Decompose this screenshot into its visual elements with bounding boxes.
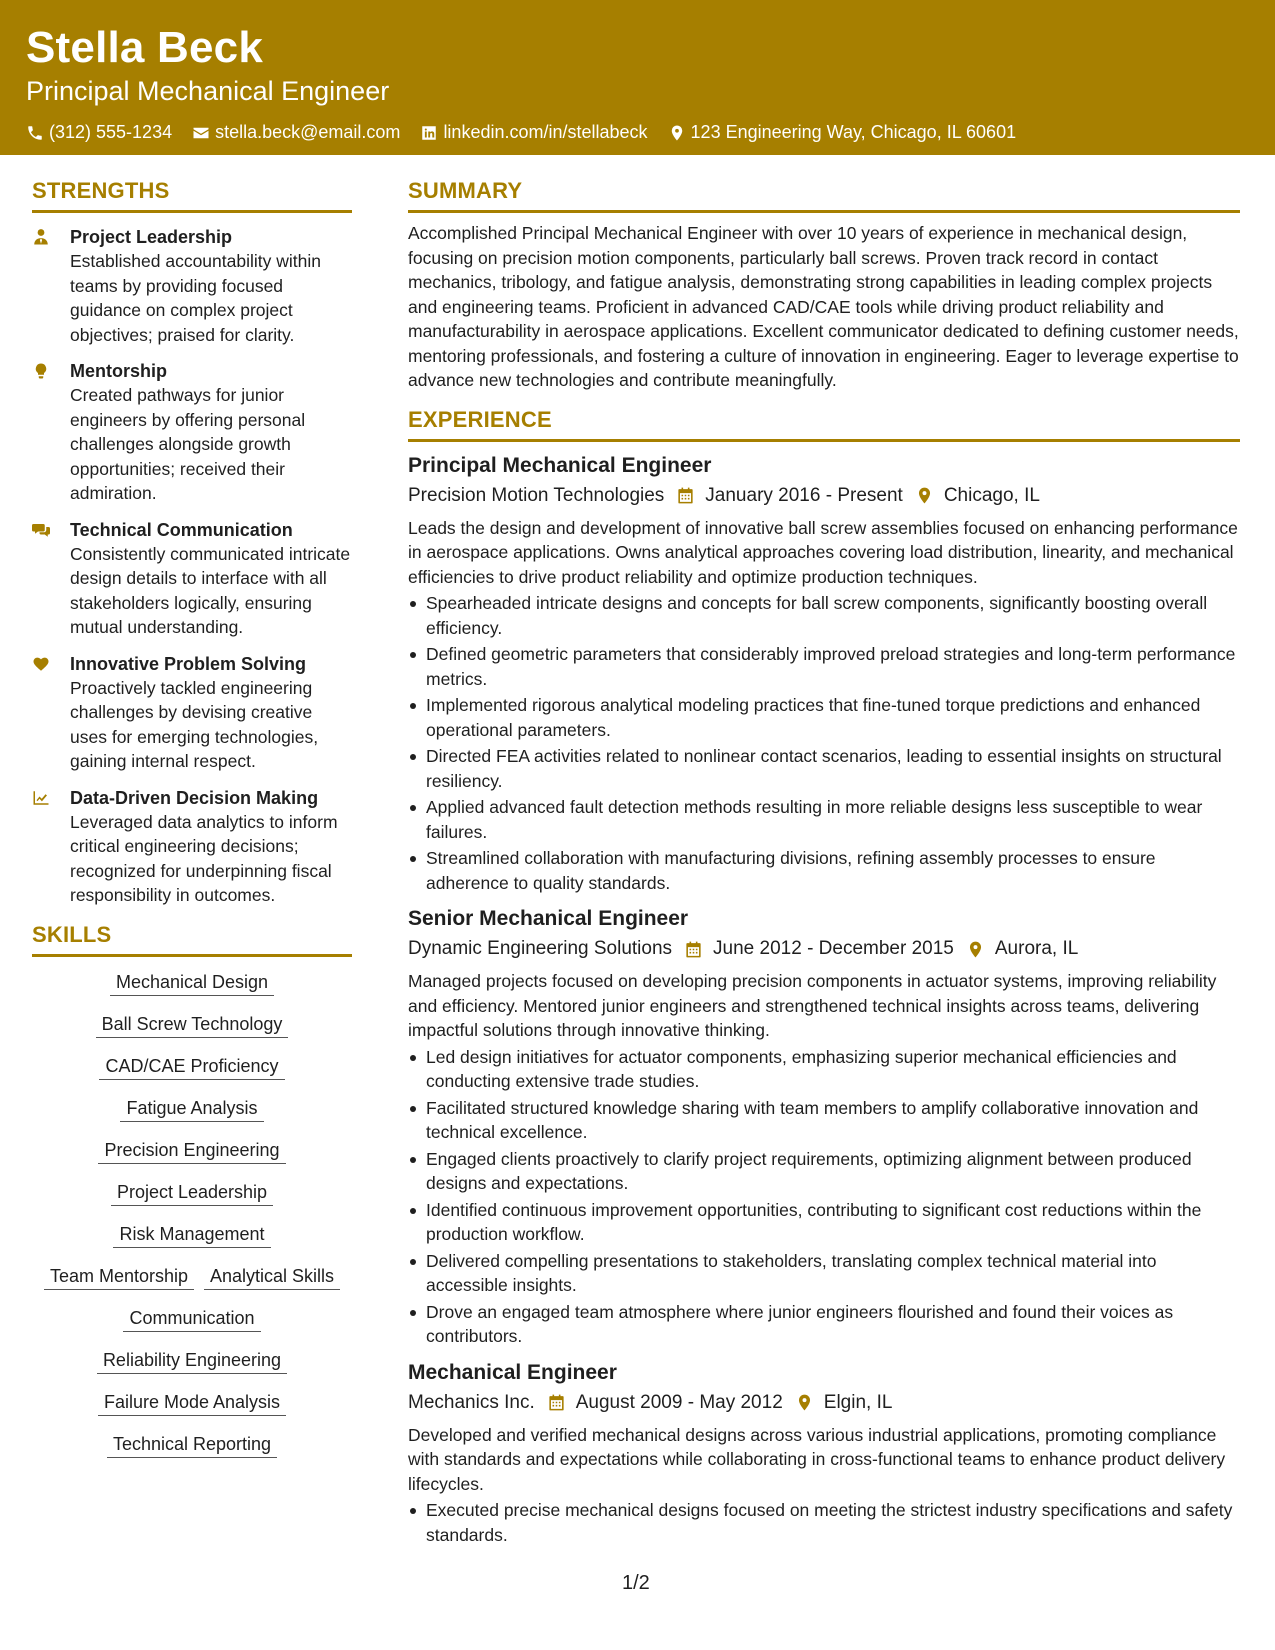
strengths-list (32, 225, 352, 908)
job-bullets (408, 591, 1240, 895)
contact-phone[interactable] (26, 122, 172, 143)
job-location-text: Chicago, IL (943, 484, 1040, 506)
job-dates-text: August 2009 - May 2012 (575, 1391, 783, 1413)
strength-item (32, 225, 352, 347)
job-dates (676, 482, 903, 510)
job-meta (408, 935, 1240, 963)
job-title: Principal Mechanical Engineer (408, 453, 712, 477)
bullet-item: Defined geometric parameters that considerably improved preload strategies and long-term performance metrics. (408, 642, 1240, 691)
calendar-icon (684, 940, 703, 959)
contact-email[interactable] (192, 122, 400, 143)
job-title: Mechanical Engineer (408, 1360, 617, 1384)
job-entry (408, 452, 1240, 896)
lightbulb-icon (32, 362, 50, 380)
strength-name: Mentorship (70, 361, 167, 381)
phone-text: (312) 555-1234 (49, 122, 173, 142)
bullet-item: Streamlined collaboration with manufacturing divisions, refining assembly processes to ensure adherence to quality standards. (408, 846, 1240, 895)
skill-tag: CAD/CAE Proficiency (99, 1053, 284, 1080)
skill-tag: Ball Screw Technology (96, 1011, 289, 1038)
experience-heading: EXPERIENCE (408, 407, 1240, 442)
strength-desc: Leveraged data analytics to inform critical engineering decisions; recognized for underpinning fiscal responsibility in outcomes. (70, 811, 338, 905)
job-meta (408, 482, 1240, 510)
job-description: Leads the design and development of innovative ball screw assemblies focused on enhancing performance in aerospace applications. Owns analytical approaches covering load distribution, linearity, and mechanical efficiencies to drive product reliability and optimize production techniques. (408, 517, 1238, 587)
strength-desc: Created pathways for junior engineers by offering personal challenges alongside growth opportunities; received their admiration. (70, 385, 306, 503)
job-company: Dynamic Engineering Solutions (408, 938, 673, 959)
skill-tag: Fatigue Analysis (120, 1095, 263, 1122)
skill-tag: Failure Mode Analysis (98, 1389, 286, 1416)
page-number: 1/2 (622, 1572, 650, 1594)
job-company: Precision Motion Technologies (408, 484, 665, 506)
job-description: Developed and verified mechanical designs across various industrial applications, promoting compliance with standards and expectations while collaborating in cross-functional teams to enhance product delivery lifecycles. (408, 1424, 1226, 1494)
left-column (32, 178, 352, 1473)
strength-name: Project Leadership (70, 227, 233, 247)
skill-tag: Project Leadership (111, 1179, 273, 1206)
strength-item (32, 786, 352, 908)
map-pin-icon (668, 124, 686, 142)
strength-name: Innovative Problem Solving (70, 653, 307, 674)
resume-header (0, 0, 1275, 155)
job-description: Managed projects focused on developing precision components in actuator systems, improving reliability and efficiency. Mentored junior engineers and strengthened technical insights across teams, delivering impactful solutions through innovative thinking. (408, 971, 1217, 1040)
skill-tag: Team Mentorship (44, 1263, 194, 1290)
job-dates-text: January 2016 - Present (705, 484, 903, 506)
linkedin-text: linkedin.com/in/stellabeck (443, 122, 648, 142)
right-column (408, 178, 1240, 1549)
strength-item (32, 518, 352, 640)
phone-icon (26, 124, 44, 142)
bullet-item: Implemented rigorous analytical modeling practices that fine-tuned torque predictions and enhanced operational parameters. (408, 693, 1240, 742)
strength-desc: Established accountability within teams by providing focused guidance on complex project objectives; praised for clarity. (70, 251, 321, 345)
job-meta (408, 1389, 1240, 1417)
bullet-item: Facilitated structured knowledge sharing with team members to amplify collaborative innovation and technical excellence. (408, 1096, 1240, 1145)
linkedin-icon (420, 124, 438, 142)
job-entry (408, 1359, 1240, 1548)
skill-tag: Technical Reporting (107, 1431, 277, 1458)
calendar-icon (676, 486, 695, 505)
skills-list (32, 969, 352, 1473)
job-dates (547, 1389, 783, 1417)
strength-name: Technical Communication (70, 519, 293, 540)
bullet-item: Engaged clients proactively to clarify project requirements, optimizing alignment between produced designs and expectations. (408, 1147, 1240, 1196)
skills-heading: SKILLS (32, 922, 352, 957)
strength-name: Data-Driven Decision Making (70, 787, 319, 808)
chart-line-icon (32, 789, 50, 807)
job-bullets (408, 1498, 1240, 1547)
job-location-text: Aurora, IL (994, 938, 1079, 959)
email-text: stella.beck@email.com (215, 122, 401, 142)
job-title: Senior Mechanical Engineer (408, 907, 689, 930)
contact-address (668, 122, 1017, 143)
skill-tag: Precision Engineering (98, 1137, 285, 1164)
job-bullets (408, 1045, 1240, 1349)
summary-heading: SUMMARY (408, 178, 1240, 213)
summary-text: Accomplished Principal Mechanical Engineer with over 10 years of experience in mechanical design, focusing on precision motion components, particularly ball screws. Proven track record in contact mechanics, tribology, and fatigue analysis, demonstrating strong capabilities in leading complex projects and engineering teams. Proficient in advanced CAD/CAE tools while driving product reliability and manufacturability in aerospace applications. Excellent communicator dedicated to defining customer needs, mentoring professionals, and fostering a culture of innovation in engineering. Eager to leverage expertise to advance new technologies and contribute meaningfully. (408, 223, 1239, 390)
candidate-name: Stella Beck (26, 23, 264, 72)
skill-tag: Communication (123, 1305, 260, 1332)
strength-desc: Consistently communicated intricate design details to interface with all stakeholders logically, ensuring mutual understanding. (70, 543, 351, 637)
map-pin-icon (915, 486, 934, 505)
skill-tag: Risk Management (113, 1221, 270, 1248)
bullet-item: Directed FEA activities related to nonlinear contact scenarios, leading to essential insights on structural resiliency. (408, 744, 1240, 793)
contact-bar (26, 122, 1249, 143)
strength-desc: Proactively tackled engineering challenges by devising creative uses for emerging technologies, gaining internal respect. (70, 677, 319, 771)
job-dates-text: June 2012 - December 2015 (713, 938, 954, 959)
comments-icon (32, 521, 50, 539)
map-pin-icon (795, 1393, 814, 1412)
job-company: Mechanics Inc. (408, 1391, 535, 1413)
bullet-item: Executed precise mechanical designs focused on meeting the strictest industry specifications and safety standards. (408, 1498, 1240, 1547)
bullet-item: Identified continuous improvement opportunities, contributing to significant cost reductions within the production workflow. (408, 1198, 1240, 1247)
job-location (915, 482, 1040, 510)
job-location-text: Elgin, IL (823, 1391, 893, 1413)
candidate-title: Principal Mechanical Engineer (26, 76, 390, 106)
strength-item (32, 652, 352, 774)
address-text: 123 Engineering Way, Chicago, IL 60601 (690, 122, 1017, 142)
bullet-item: Led design initiatives for actuator components, emphasizing superior mechanical efficiencies and conducting extensive trade studies. (408, 1045, 1240, 1094)
bullet-item: Delivered compelling presentations to stakeholders, translating complex technical material into accessible insights. (408, 1249, 1240, 1298)
user-tie-icon (32, 228, 50, 246)
strength-item (32, 359, 352, 506)
bullet-item: Applied advanced fault detection methods resulting in more reliable designs less susceptible to wear failures. (408, 795, 1240, 844)
bullet-item: Drove an engaged team atmosphere where junior engineers flourished and found their voices as contributors. (408, 1300, 1240, 1349)
skill-tag: Analytical Skills (204, 1263, 340, 1290)
strengths-heading: STRENGTHS (32, 178, 352, 213)
bullet-item: Spearheaded intricate designs and concepts for ball screw components, significantly boosting overall efficiency. (408, 591, 1240, 640)
job-location (795, 1389, 893, 1417)
job-entry (408, 905, 1240, 1349)
envelope-icon (192, 124, 210, 142)
skill-tag: Reliability Engineering (97, 1347, 287, 1374)
job-dates (684, 935, 954, 963)
heart-icon (32, 655, 50, 673)
map-pin-icon (966, 940, 985, 959)
contact-linkedin[interactable] (420, 122, 647, 143)
skill-tag: Mechanical Design (110, 969, 274, 996)
calendar-icon (547, 1393, 566, 1412)
job-location (966, 935, 1078, 963)
